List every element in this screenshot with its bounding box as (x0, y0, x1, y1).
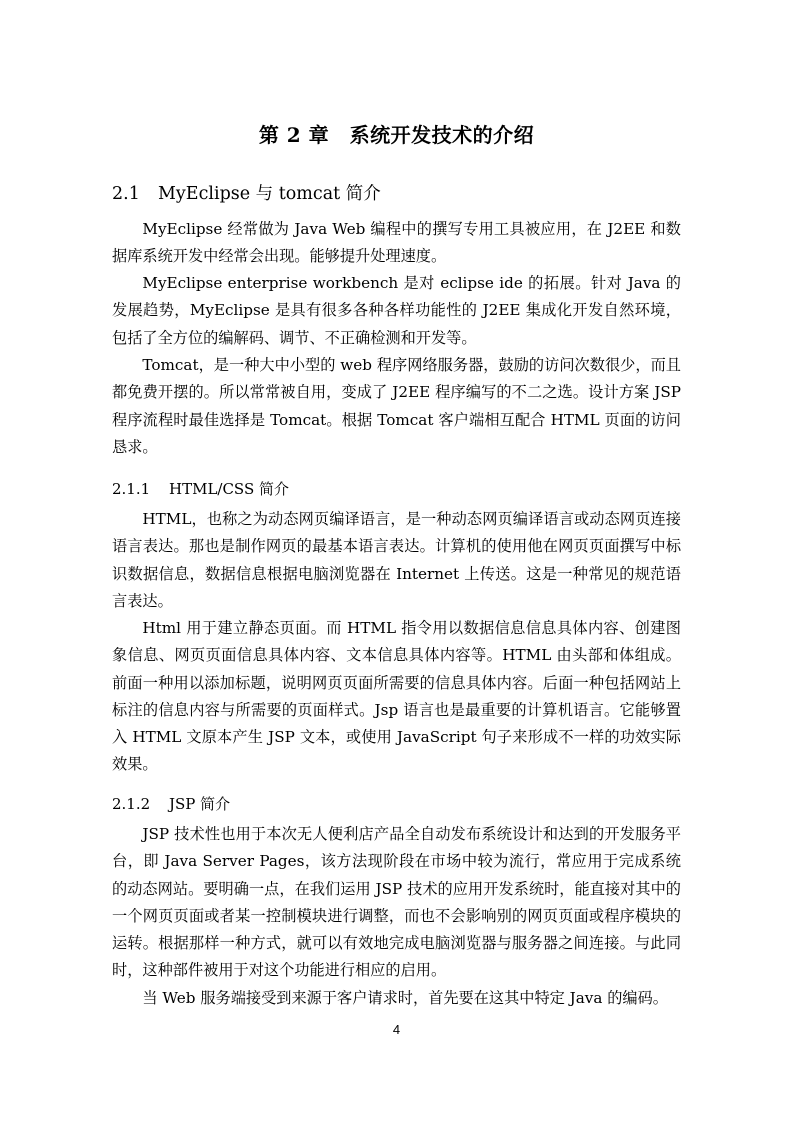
section-heading-2-1-1 (112, 477, 289, 501)
chapter-title: 第 2 章 系统开发技术的介绍 (258, 123, 535, 147)
paragraph: Tomcat，是一种大中小型的 web 程序网络服务器，鼓励的访问次数很少，而且都免费开摆的。所以常常被自用，变成了 J2EE 程序编写的不二之选。设计方案 JSP 程序流程时最佳选择是 Tomcat。根据 Tomcat 客户端相互配合 HTML 页面的访问恳求。 (112, 356, 681, 456)
paragraph: MyEclipse 经常做为 Java Web 编程中的撰写专用工具被应用，在 J2EE 和数据库系统开发中经常会出现。能够提升处理速度。 (112, 220, 681, 266)
paragraph: 当 Web 服务端接受到来源于客户请求时，首先要在这其中特定 Java 的编码。 (142, 989, 668, 1007)
section-heading-2-1 (112, 181, 381, 207)
section-heading-2-1-2 (112, 792, 230, 816)
section-number: 2.1 (112, 184, 140, 204)
paragraph: MyEclipse enterprise workbench 是对 eclipse ide 的拓展。针对 Java 的发展趋势，MyEclipse 是具有很多各种各样功能性的 J2EE 集成化开发自然环境，包括了全方位的编解码、调节、不正确检测和开发等。 (112, 274, 681, 347)
section-title: JSP 简介 (169, 795, 231, 813)
paragraph: JSP 技术性也用于本次无人便利店产品全自动发布系统设计和达到的开发服务平台，即 Java Server Pages，该方法现阶段在市场中较为流行，常应用于完成系统的动态网站。要明确一点，在我们运用 JSP 技术的应用开发系统时，能直接对其中的一个网页页面或者某一控制模块进行调整，而也不会影响别的网页页面或程序模块的运转。根据那样一种方式，就可以有效地完成电脑浏览器与服务器之间连接。与此同时，这种部件被用于对这个功能进行相应的启用。 (112, 825, 681, 980)
paragraph: HTML，也称之为动态网页编译语言，是一种动态网页编译语言或动态网页连接语言表达。那也是制作网页的最基本语言表达。计算机的使用他在网页页面撰写中标识数据信息，数据信息根据电脑浏览器在 Internet 上传送。这是一种常见的规范语言表达。 (112, 510, 681, 610)
paragraph: Html 用于建立静态页面。而 HTML 指令用以数据信息信息具体内容、创建图象信息、网页页面信息具体内容、文本信息具体内容等。HTML 由头部和体组成。前面一种用以添加标题，说明网页页面所需要的信息具体内容。后面一种包括网站上标注的信息内容与所需要的页面样式。Jsp 语言也是最重要的计算机语言。它能够置入 HTML 文原本产生 JSP 文本，或使用 JavaScript 句子来形成不一样的功效实际效果。 (112, 619, 681, 774)
section-number: 2.1.1 (112, 480, 151, 498)
section-title: HTML/CSS 简介 (169, 480, 289, 498)
section-title: MyEclipse 与 tomcat 简介 (158, 184, 381, 204)
section-number: 2.1.2 (112, 795, 151, 813)
page-number: 4 (392, 1022, 401, 1037)
